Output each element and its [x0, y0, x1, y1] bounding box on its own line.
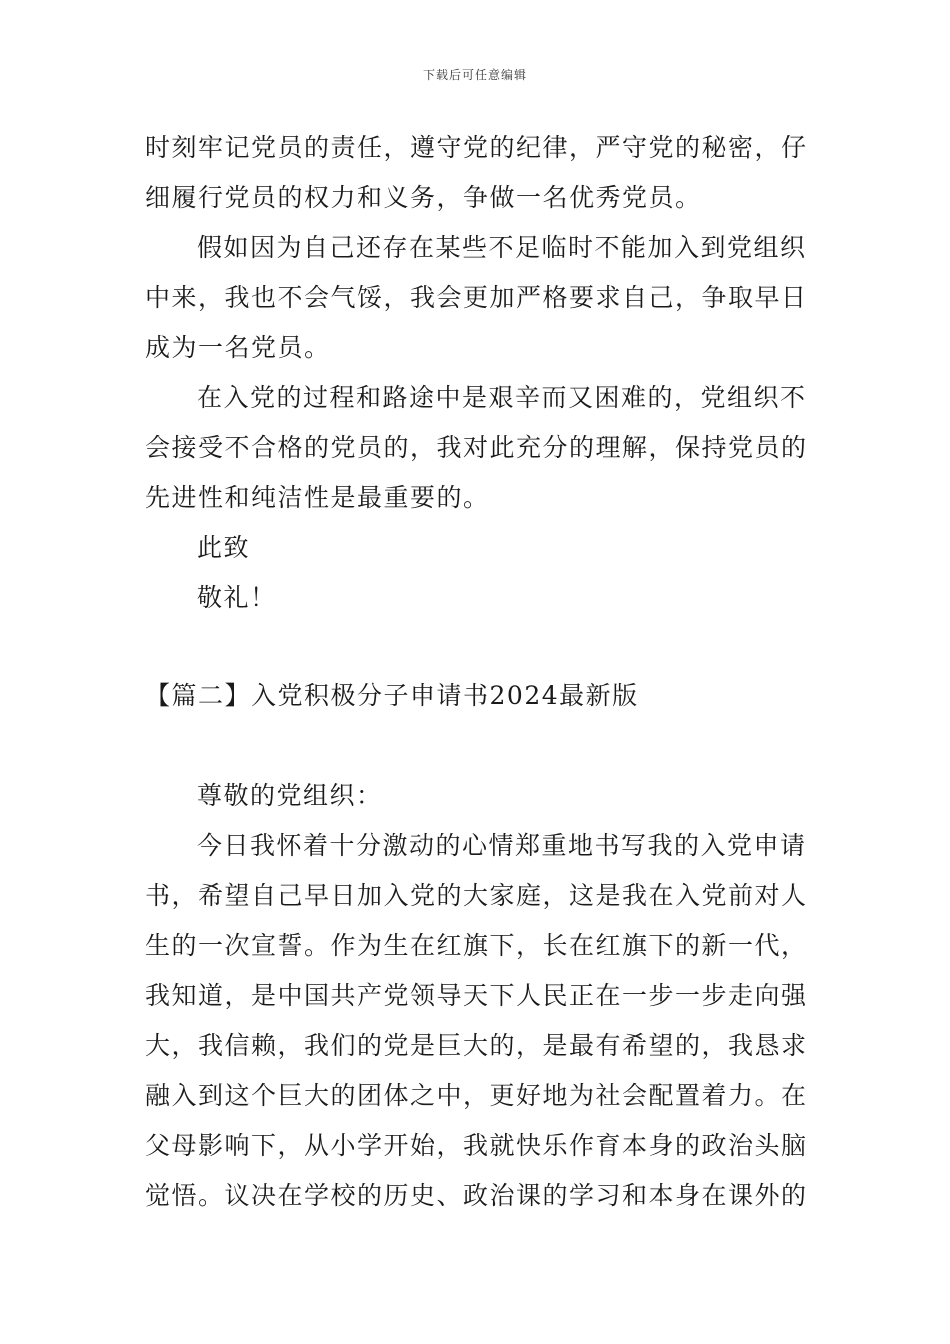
paragraph-line: 在入党的过程和路途中是艰辛而又困难的，党组织不	[197, 383, 807, 412]
paragraph-line: 大，我信赖，我们的党是巨大的，是最有希望的，我恳求	[145, 1031, 808, 1060]
paragraph-line: 书，希望自己早日加入党的大家庭，这是我在入党前对人	[145, 881, 808, 910]
paragraph-line: 时刻牢记党员的责任，遵守党的纪律，严守党的秘密，仔	[145, 133, 808, 162]
page-header-note: 下载后可任意编辑	[422, 68, 527, 82]
paragraph-line: 生的一次宣誓。作为生在红旗下，长在红旗下的新一代，	[145, 931, 808, 960]
paragraph-line: 父母影响下，从小学开始，我就快乐作育本身的政治头脑	[145, 1131, 808, 1160]
closing-salutation: 此致	[197, 533, 251, 562]
paragraph-line: 觉悟。议决在学校的历史、政治课的学习和本身在课外的	[145, 1181, 808, 1210]
letter-greeting: 尊敬的党组织：	[197, 781, 383, 810]
paragraph-line: 融入到这个巨大的团体之中，更好地为社会配置着力。在	[145, 1081, 808, 1110]
closing-regards: 敬礼！	[197, 583, 277, 612]
paragraph-line: 细履行党员的权力和义务，争做一名优秀党员。	[145, 183, 702, 212]
section-heading: 【篇二】入党积极分子申请书2024最新版	[145, 681, 639, 710]
paragraph-line: 成为一名党员。	[145, 333, 331, 362]
paragraph-line: 会接受不合格的党员的，我对此充分的理解，保持党员的	[145, 433, 808, 462]
paragraph-line: 我知道，是中国共产党领导天下人民正在一步一步走向强	[145, 981, 808, 1010]
paragraph-line: 假如因为自己还存在某些不足临时不能加入到党组织	[197, 233, 807, 262]
paragraph-line: 中来，我也不会气馁，我会更加严格要求自己，争取早日	[145, 283, 808, 312]
paragraph-line: 先进性和纯洁性是最重要的。	[145, 483, 490, 512]
paragraph-line: 今日我怀着十分激动的心情郑重地书写我的入党申请	[197, 831, 807, 860]
